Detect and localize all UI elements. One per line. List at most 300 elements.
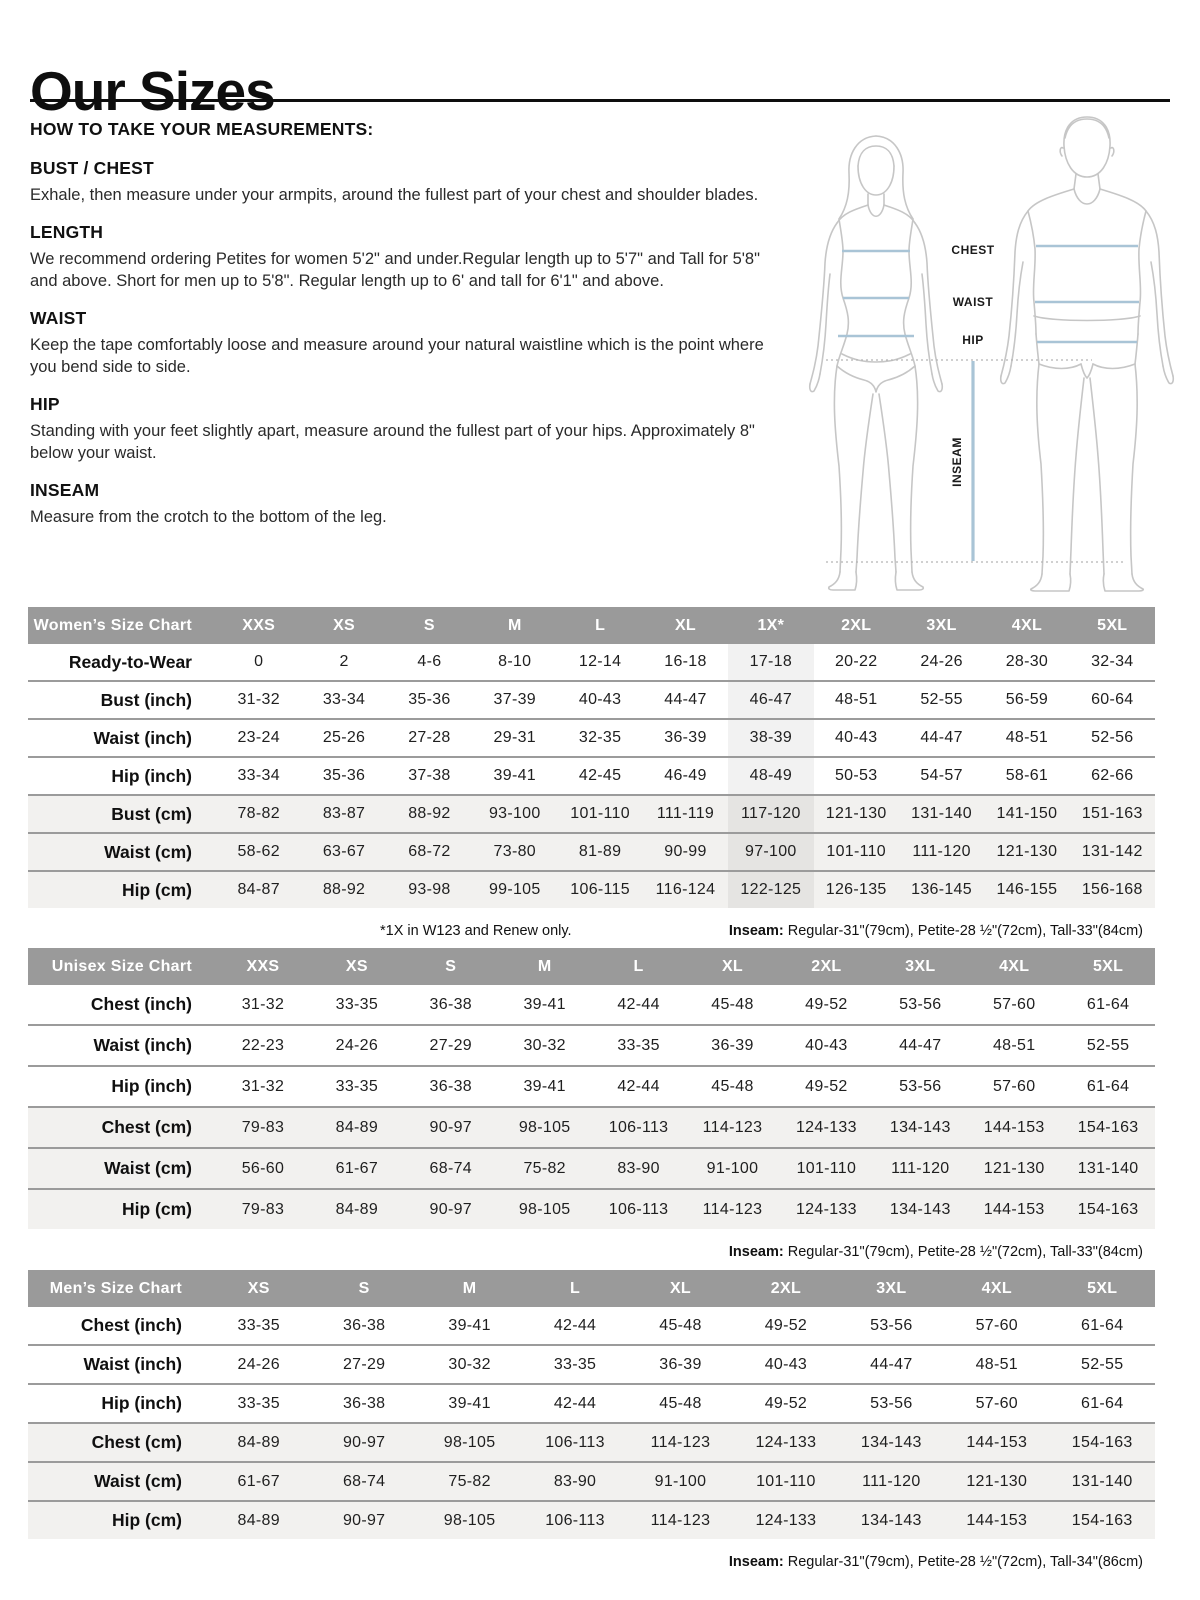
data-cell: 24-26 — [335, 1036, 379, 1054]
size-column-header: 2XL — [770, 1279, 802, 1297]
data-cell: 31-32 — [237, 691, 280, 708]
data-cell: 53-56 — [899, 1077, 942, 1095]
table-title: Unisex Size Chart — [51, 957, 192, 975]
data-cell: 42-45 — [578, 767, 622, 784]
data-cell: 111-119 — [656, 805, 715, 822]
data-cell: 131-142 — [1081, 843, 1143, 860]
data-cell: 91-100 — [706, 1159, 759, 1177]
data-cell: 49-52 — [764, 1394, 808, 1412]
data-cell: 81-89 — [578, 843, 622, 860]
unisex-size-chart-table — [28, 948, 1155, 1229]
data-cell: 114-123 — [650, 1433, 711, 1451]
row-label: Hip (cm) — [122, 879, 192, 900]
inseam-note-text: Regular-31"(79cm), Petite-28 ½"(72cm), Tall-33"(84cm) — [783, 923, 1143, 939]
data-cell: 30-32 — [448, 1355, 491, 1373]
size-column-header: 5XL — [1097, 616, 1128, 634]
data-cell: 121-130 — [996, 843, 1058, 860]
table-row — [28, 1188, 1155, 1229]
row-label: Hip (inch) — [101, 1393, 182, 1413]
chest-label: CHEST — [951, 243, 995, 257]
data-cell: 31-32 — [241, 1077, 285, 1095]
data-cell: 126-135 — [825, 881, 887, 898]
mens-size-chart-section — [28, 1270, 1155, 1570]
data-cell: 99-105 — [488, 881, 541, 898]
data-cell: 146-155 — [996, 881, 1058, 898]
row-label: Chest (cm) — [91, 1432, 182, 1452]
data-cell: 124-133 — [755, 1511, 817, 1529]
size-column-header: XS — [247, 1279, 270, 1297]
data-cell: 136-145 — [911, 881, 972, 898]
data-cell: 154-163 — [1071, 1433, 1133, 1451]
data-cell: 144-153 — [983, 1118, 1045, 1136]
page-title: Our Sizes — [30, 59, 275, 122]
data-cell: 68-74 — [429, 1159, 472, 1177]
data-cell: 90-97 — [342, 1511, 386, 1529]
data-cell: 48-51 — [992, 1036, 1036, 1054]
data-cell: 0 — [254, 653, 264, 670]
section-body: Standing with your feet slightly apart, measure around the fullest part of your hips. Approximately 8" below your waist. — [30, 421, 755, 462]
row-label: Chest (inch) — [80, 1315, 182, 1335]
table-row — [28, 832, 1155, 870]
row-label: Bust (inch) — [100, 689, 192, 710]
data-cell: 54-57 — [920, 767, 963, 784]
data-cell: 49-52 — [805, 1077, 848, 1095]
data-cell: 111-120 — [891, 1159, 950, 1177]
data-cell: 61-67 — [335, 1159, 379, 1177]
data-cell: 45-48 — [659, 1394, 702, 1412]
data-cell: 57-60 — [992, 995, 1036, 1013]
size-column-header: L — [569, 1279, 581, 1297]
data-cell: 32-35 — [578, 729, 622, 746]
data-cell: 27-29 — [342, 1355, 386, 1373]
data-cell: 90-97 — [429, 1200, 472, 1218]
data-cell: 23-24 — [237, 729, 280, 746]
data-cell: 30-32 — [523, 1036, 566, 1054]
section-inseam — [30, 480, 778, 529]
data-cell: 154-163 — [1071, 1511, 1133, 1529]
data-cell: 22-23 — [241, 1036, 285, 1054]
section-body: Exhale, then measure under your armpits, around the fullest part of your chest and shoulder blades. — [30, 186, 759, 204]
size-column-header: 2XL — [841, 616, 872, 634]
data-cell: 39-41 — [523, 995, 566, 1013]
size-column-header: XXS — [246, 957, 280, 975]
data-cell: 40-43 — [834, 729, 878, 746]
data-cell: 68-72 — [408, 843, 451, 860]
table-row — [28, 985, 1155, 1024]
data-cell: 84-89 — [237, 1433, 280, 1451]
section-heading: INSEAM — [30, 479, 100, 500]
data-cell: 156-168 — [1081, 881, 1143, 898]
data-cell: 40-43 — [578, 691, 622, 708]
data-cell: 91-100 — [654, 1472, 707, 1490]
data-cell: 62-66 — [1091, 767, 1134, 784]
section-heading: BUST / CHEST — [30, 158, 154, 178]
data-cell: 61-64 — [1086, 1077, 1130, 1095]
data-cell: 33-34 — [322, 691, 366, 708]
womens-size-chart-section — [28, 607, 1155, 939]
size-column-header: L — [595, 616, 606, 634]
data-cell: 61-64 — [1081, 1316, 1124, 1334]
section-hip — [30, 394, 778, 465]
table-row — [28, 756, 1155, 794]
size-column-header: S — [423, 616, 435, 634]
data-cell: 36-38 — [429, 995, 472, 1013]
data-cell: 111-120 — [912, 843, 971, 860]
data-cell: 106-113 — [545, 1433, 605, 1451]
data-cell: 48-51 — [1005, 729, 1049, 746]
data-cell: 83-87 — [322, 805, 366, 822]
data-cell: 4-6 — [417, 653, 442, 670]
data-cell: 36-39 — [664, 729, 707, 746]
body-figure-illustration — [780, 110, 1180, 602]
data-cell: 121-130 — [983, 1159, 1045, 1177]
data-cell: 42-44 — [553, 1394, 597, 1412]
womens-size-chart-table — [28, 607, 1155, 908]
inseam-note-label: Inseam: — [728, 1554, 784, 1570]
data-cell: 98-105 — [443, 1433, 496, 1451]
data-cell: 124-133 — [795, 1200, 857, 1218]
data-cell: 78-82 — [237, 805, 280, 822]
data-cell: 42-44 — [553, 1316, 597, 1334]
data-cell: 58-62 — [237, 843, 280, 860]
data-cell: 121-130 — [966, 1472, 1028, 1490]
data-cell: 49-52 — [764, 1316, 808, 1334]
data-cell: 144-153 — [966, 1433, 1028, 1451]
size-column-header: 5XL — [1092, 957, 1124, 975]
data-cell: 61-64 — [1081, 1394, 1124, 1412]
data-cell: 151-163 — [1081, 805, 1143, 822]
data-cell: 98-105 — [518, 1200, 571, 1218]
table-title: Women’s Size Chart — [33, 616, 192, 634]
data-cell: 144-153 — [983, 1200, 1045, 1218]
womens-chart-footnotes — [28, 923, 1155, 939]
mens-chart-footnotes — [28, 1554, 1155, 1570]
data-cell: 25-26 — [322, 729, 366, 746]
table-header-row — [28, 948, 1155, 985]
data-cell: 114-123 — [702, 1118, 763, 1136]
data-cell: 117-120 — [728, 796, 813, 832]
data-cell: 141-150 — [996, 805, 1058, 822]
unisex-size-chart-section — [28, 948, 1155, 1260]
section-body: Measure from the crotch to the bottom of the leg. — [30, 507, 387, 526]
data-cell: 45-48 — [711, 1077, 754, 1095]
size-column-header: S — [445, 957, 457, 975]
data-cell: 114-123 — [650, 1511, 711, 1529]
table-row — [28, 1106, 1155, 1147]
data-cell: 33-35 — [335, 1077, 379, 1095]
data-cell: 52-56 — [1091, 729, 1134, 746]
size-column-header: XS — [333, 616, 356, 634]
data-cell: 37-39 — [493, 691, 536, 708]
data-cell: 154-163 — [1077, 1118, 1139, 1136]
data-cell: 79-83 — [241, 1118, 285, 1136]
data-cell: 39-41 — [493, 767, 536, 784]
data-cell: 36-39 — [659, 1355, 702, 1373]
section-length — [30, 222, 778, 293]
size-column-header: 3XL — [926, 616, 957, 634]
data-cell: 29-31 — [493, 729, 536, 746]
size-column-header: XL — [674, 616, 696, 634]
data-cell: 39-41 — [523, 1077, 566, 1095]
data-cell: 106-115 — [570, 881, 630, 898]
mens-inseam-note — [729, 1554, 1155, 1570]
waist-label: WAIST — [952, 295, 994, 309]
data-cell: 98-105 — [443, 1511, 496, 1529]
data-cell: 35-36 — [322, 767, 366, 784]
body-measurement-figure — [780, 110, 1180, 602]
data-cell: 33-35 — [553, 1355, 597, 1373]
data-cell: 83-90 — [617, 1159, 660, 1177]
data-cell: 124-133 — [795, 1118, 857, 1136]
size-column-header: S — [358, 1279, 370, 1297]
table-row — [28, 680, 1155, 718]
data-cell: 116-124 — [655, 881, 716, 898]
table-row — [28, 1422, 1155, 1461]
data-cell: 45-48 — [711, 995, 754, 1013]
woman-outline — [810, 136, 943, 590]
data-cell: 101-110 — [796, 1159, 857, 1177]
data-cell: 36-38 — [342, 1394, 386, 1412]
section-waist — [30, 308, 778, 379]
size-column-header: 5XL — [1087, 1279, 1118, 1297]
data-cell: 44-47 — [899, 1036, 942, 1054]
mens-size-chart-table — [28, 1270, 1155, 1539]
measurement-lines — [838, 246, 1139, 561]
size-column-header: 2XL — [811, 957, 842, 975]
table-header-row — [28, 1270, 1155, 1307]
data-cell: 131-140 — [1071, 1472, 1133, 1490]
data-cell: 42-44 — [617, 1077, 660, 1095]
data-cell: 84-89 — [335, 1118, 379, 1136]
data-cell: 57-60 — [975, 1394, 1018, 1412]
data-cell: 58-61 — [1005, 767, 1049, 784]
data-cell: 44-47 — [664, 691, 707, 708]
data-cell: 33-35 — [237, 1394, 280, 1412]
table-row — [28, 1461, 1155, 1500]
data-cell: 88-92 — [408, 805, 451, 822]
data-cell: 97-100 — [728, 834, 813, 870]
data-cell: 68-74 — [342, 1472, 386, 1490]
data-cell: 57-60 — [975, 1316, 1018, 1334]
row-label: Waist (cm) — [94, 1471, 182, 1491]
data-cell: 134-143 — [889, 1118, 951, 1136]
data-cell: 33-35 — [237, 1316, 280, 1334]
data-cell: 131-140 — [1077, 1159, 1139, 1177]
table-header-row — [28, 607, 1155, 644]
size-column-header: XS — [345, 957, 368, 975]
data-cell: 53-56 — [899, 995, 942, 1013]
row-label: Chest (cm) — [101, 1117, 192, 1137]
data-cell: 134-143 — [860, 1433, 922, 1451]
section-body: Keep the tape comfortably loose and measure around your natural waistline which is the point where you bend side to side. — [30, 335, 764, 376]
size-column-header: XXS — [242, 616, 276, 634]
data-cell: 24-26 — [237, 1355, 280, 1373]
section-bust-chest — [30, 158, 778, 207]
table-row — [28, 644, 1155, 680]
table-row — [28, 870, 1155, 908]
table-row — [28, 1024, 1155, 1065]
size-column-header: XL — [721, 957, 743, 975]
size-column-header: 3XL — [876, 1279, 907, 1297]
data-cell: 8-10 — [498, 653, 532, 670]
inseam-guide-lines — [826, 360, 1125, 562]
inseam-note-label: Inseam: — [728, 1244, 784, 1260]
inseam-note-text: Regular-31"(79cm), Petite-28 ½"(72cm), Tall-34"(86cm) — [783, 1554, 1143, 1570]
title-divider — [30, 99, 1170, 102]
data-cell: 83-90 — [553, 1472, 597, 1490]
data-cell: 84-89 — [335, 1200, 379, 1218]
table-row — [28, 1383, 1155, 1422]
row-label: Waist (cm) — [104, 841, 192, 862]
data-cell: 90-97 — [342, 1433, 386, 1451]
data-cell: 101-110 — [756, 1472, 816, 1490]
size-column-header: M — [462, 1279, 477, 1297]
data-cell: 111-120 — [862, 1472, 921, 1490]
section-heading: LENGTH — [30, 221, 104, 242]
unisex-chart-footnotes — [28, 1244, 1155, 1260]
data-cell: 57-60 — [992, 1077, 1036, 1095]
data-cell: 33-35 — [617, 1036, 660, 1054]
data-cell: 27-28 — [408, 729, 451, 746]
data-cell: 106-113 — [608, 1200, 669, 1218]
data-cell: 75-82 — [523, 1159, 566, 1177]
data-cell: 28-30 — [1005, 653, 1049, 670]
row-label: Waist (inch) — [93, 1035, 192, 1055]
data-cell: 2 — [339, 653, 349, 670]
data-cell: 90-99 — [664, 843, 707, 860]
table-row — [28, 1065, 1155, 1106]
inseam-note-label: Inseam: — [728, 923, 784, 939]
row-label: Waist (inch) — [93, 727, 192, 748]
data-cell: 39-41 — [448, 1316, 491, 1334]
measurement-instructions — [30, 119, 778, 544]
data-cell: 88-92 — [322, 881, 366, 898]
data-cell: 45-48 — [659, 1316, 702, 1334]
data-cell: 90-97 — [429, 1118, 472, 1136]
data-cell: 37-38 — [408, 767, 451, 784]
data-cell: 122-125 — [728, 872, 813, 908]
size-column-header: 1X* — [757, 616, 785, 634]
data-cell: 124-133 — [755, 1433, 817, 1451]
data-cell: 12-14 — [578, 653, 622, 670]
data-cell: 84-87 — [237, 881, 280, 898]
instructions-heading: HOW TO TAKE YOUR MEASUREMENTS: — [30, 119, 374, 139]
data-cell: 32-34 — [1091, 653, 1134, 670]
data-cell: 114-123 — [702, 1200, 763, 1218]
data-cell: 52-55 — [920, 691, 963, 708]
data-cell: 101-110 — [826, 843, 887, 860]
data-cell: 60-64 — [1091, 691, 1134, 708]
data-cell: 56-59 — [1005, 691, 1049, 708]
data-cell: 101-110 — [570, 805, 630, 822]
data-cell: 98-105 — [518, 1118, 571, 1136]
data-cell: 73-80 — [493, 843, 536, 860]
data-cell: 40-43 — [805, 1036, 848, 1054]
section-body: We recommend ordering Petites for women 5'2" and under.Regular length up to 5'7" and Tall for 5'8" and above. Short for men up to 5'8". Regular length up to 6' and tall for 6'1" and above. — [30, 249, 760, 290]
size-column-header: M — [507, 616, 522, 634]
data-cell: 24-26 — [920, 653, 963, 670]
size-column-header: 4XL — [981, 1279, 1012, 1297]
data-cell: 134-143 — [860, 1511, 922, 1529]
data-cell: 144-153 — [966, 1511, 1028, 1529]
data-cell: 93-100 — [488, 805, 541, 822]
data-cell: 61-67 — [237, 1472, 280, 1490]
data-cell: 44-47 — [870, 1355, 913, 1373]
data-cell: 75-82 — [448, 1472, 491, 1490]
row-label: Hip (cm) — [112, 1510, 182, 1530]
size-column-header: L — [633, 957, 644, 975]
data-cell: 52-55 — [1086, 1036, 1130, 1054]
size-column-header: 4XL — [999, 957, 1030, 975]
data-cell: 31-32 — [241, 995, 285, 1013]
data-cell: 33-35 — [335, 995, 379, 1013]
size-column-header: 4XL — [1011, 616, 1043, 634]
data-cell: 49-52 — [805, 995, 848, 1013]
table-row — [28, 1500, 1155, 1539]
data-cell: 93-98 — [408, 881, 451, 898]
data-cell: 50-53 — [834, 767, 878, 784]
data-cell: 48-49 — [728, 758, 813, 794]
data-cell: 84-89 — [237, 1511, 280, 1529]
data-cell: 39-41 — [448, 1394, 491, 1412]
table-row — [28, 1307, 1155, 1344]
hip-label: HIP — [962, 333, 984, 347]
row-label: Hip (cm) — [122, 1199, 192, 1219]
data-cell: 35-36 — [408, 691, 451, 708]
unisex-inseam-note — [729, 1244, 1155, 1260]
size-column-header: M — [537, 957, 552, 975]
data-cell: 46-49 — [664, 767, 707, 784]
data-cell: 53-56 — [870, 1394, 913, 1412]
table-row — [28, 1147, 1155, 1188]
section-heading: HIP — [30, 393, 60, 414]
row-label: Ready-to-Wear — [68, 651, 192, 672]
data-cell: 106-113 — [608, 1118, 669, 1136]
size-column-header: 3XL — [905, 957, 936, 975]
data-cell: 36-38 — [342, 1316, 386, 1334]
section-heading: WAIST — [30, 307, 87, 328]
data-cell: 61-64 — [1086, 995, 1130, 1013]
table-row — [28, 718, 1155, 756]
data-cell: 106-113 — [545, 1511, 605, 1529]
row-label: Hip (inch) — [111, 765, 192, 786]
data-cell: 134-143 — [889, 1200, 951, 1218]
data-cell: 53-56 — [870, 1316, 913, 1334]
table-row — [28, 794, 1155, 832]
data-cell: 63-67 — [322, 843, 366, 860]
data-cell: 121-130 — [825, 805, 887, 822]
inseam-note-text: Regular-31"(79cm), Petite-28 ½"(72cm), Tall-33"(84cm) — [783, 1244, 1143, 1260]
data-cell: 154-163 — [1077, 1200, 1139, 1218]
data-cell: 33-34 — [237, 767, 280, 784]
data-cell: 48-51 — [975, 1355, 1018, 1373]
data-cell: 46-47 — [728, 682, 813, 718]
data-cell: 27-29 — [429, 1036, 472, 1054]
row-label: Waist (cm) — [104, 1158, 192, 1178]
table-row — [28, 1344, 1155, 1383]
row-label: Bust (cm) — [111, 803, 192, 824]
row-label: Chest (inch) — [90, 994, 192, 1014]
data-cell: 38-39 — [728, 720, 813, 756]
data-cell: 16-18 — [664, 653, 707, 670]
data-cell: 36-38 — [429, 1077, 472, 1095]
data-cell: 48-51 — [834, 691, 878, 708]
womens-inseam-note — [729, 923, 1155, 939]
table-title: Men’s Size Chart — [49, 1279, 182, 1297]
data-cell: 52-55 — [1081, 1355, 1124, 1373]
data-cell: 20-22 — [834, 653, 878, 670]
data-cell: 40-43 — [764, 1355, 808, 1373]
